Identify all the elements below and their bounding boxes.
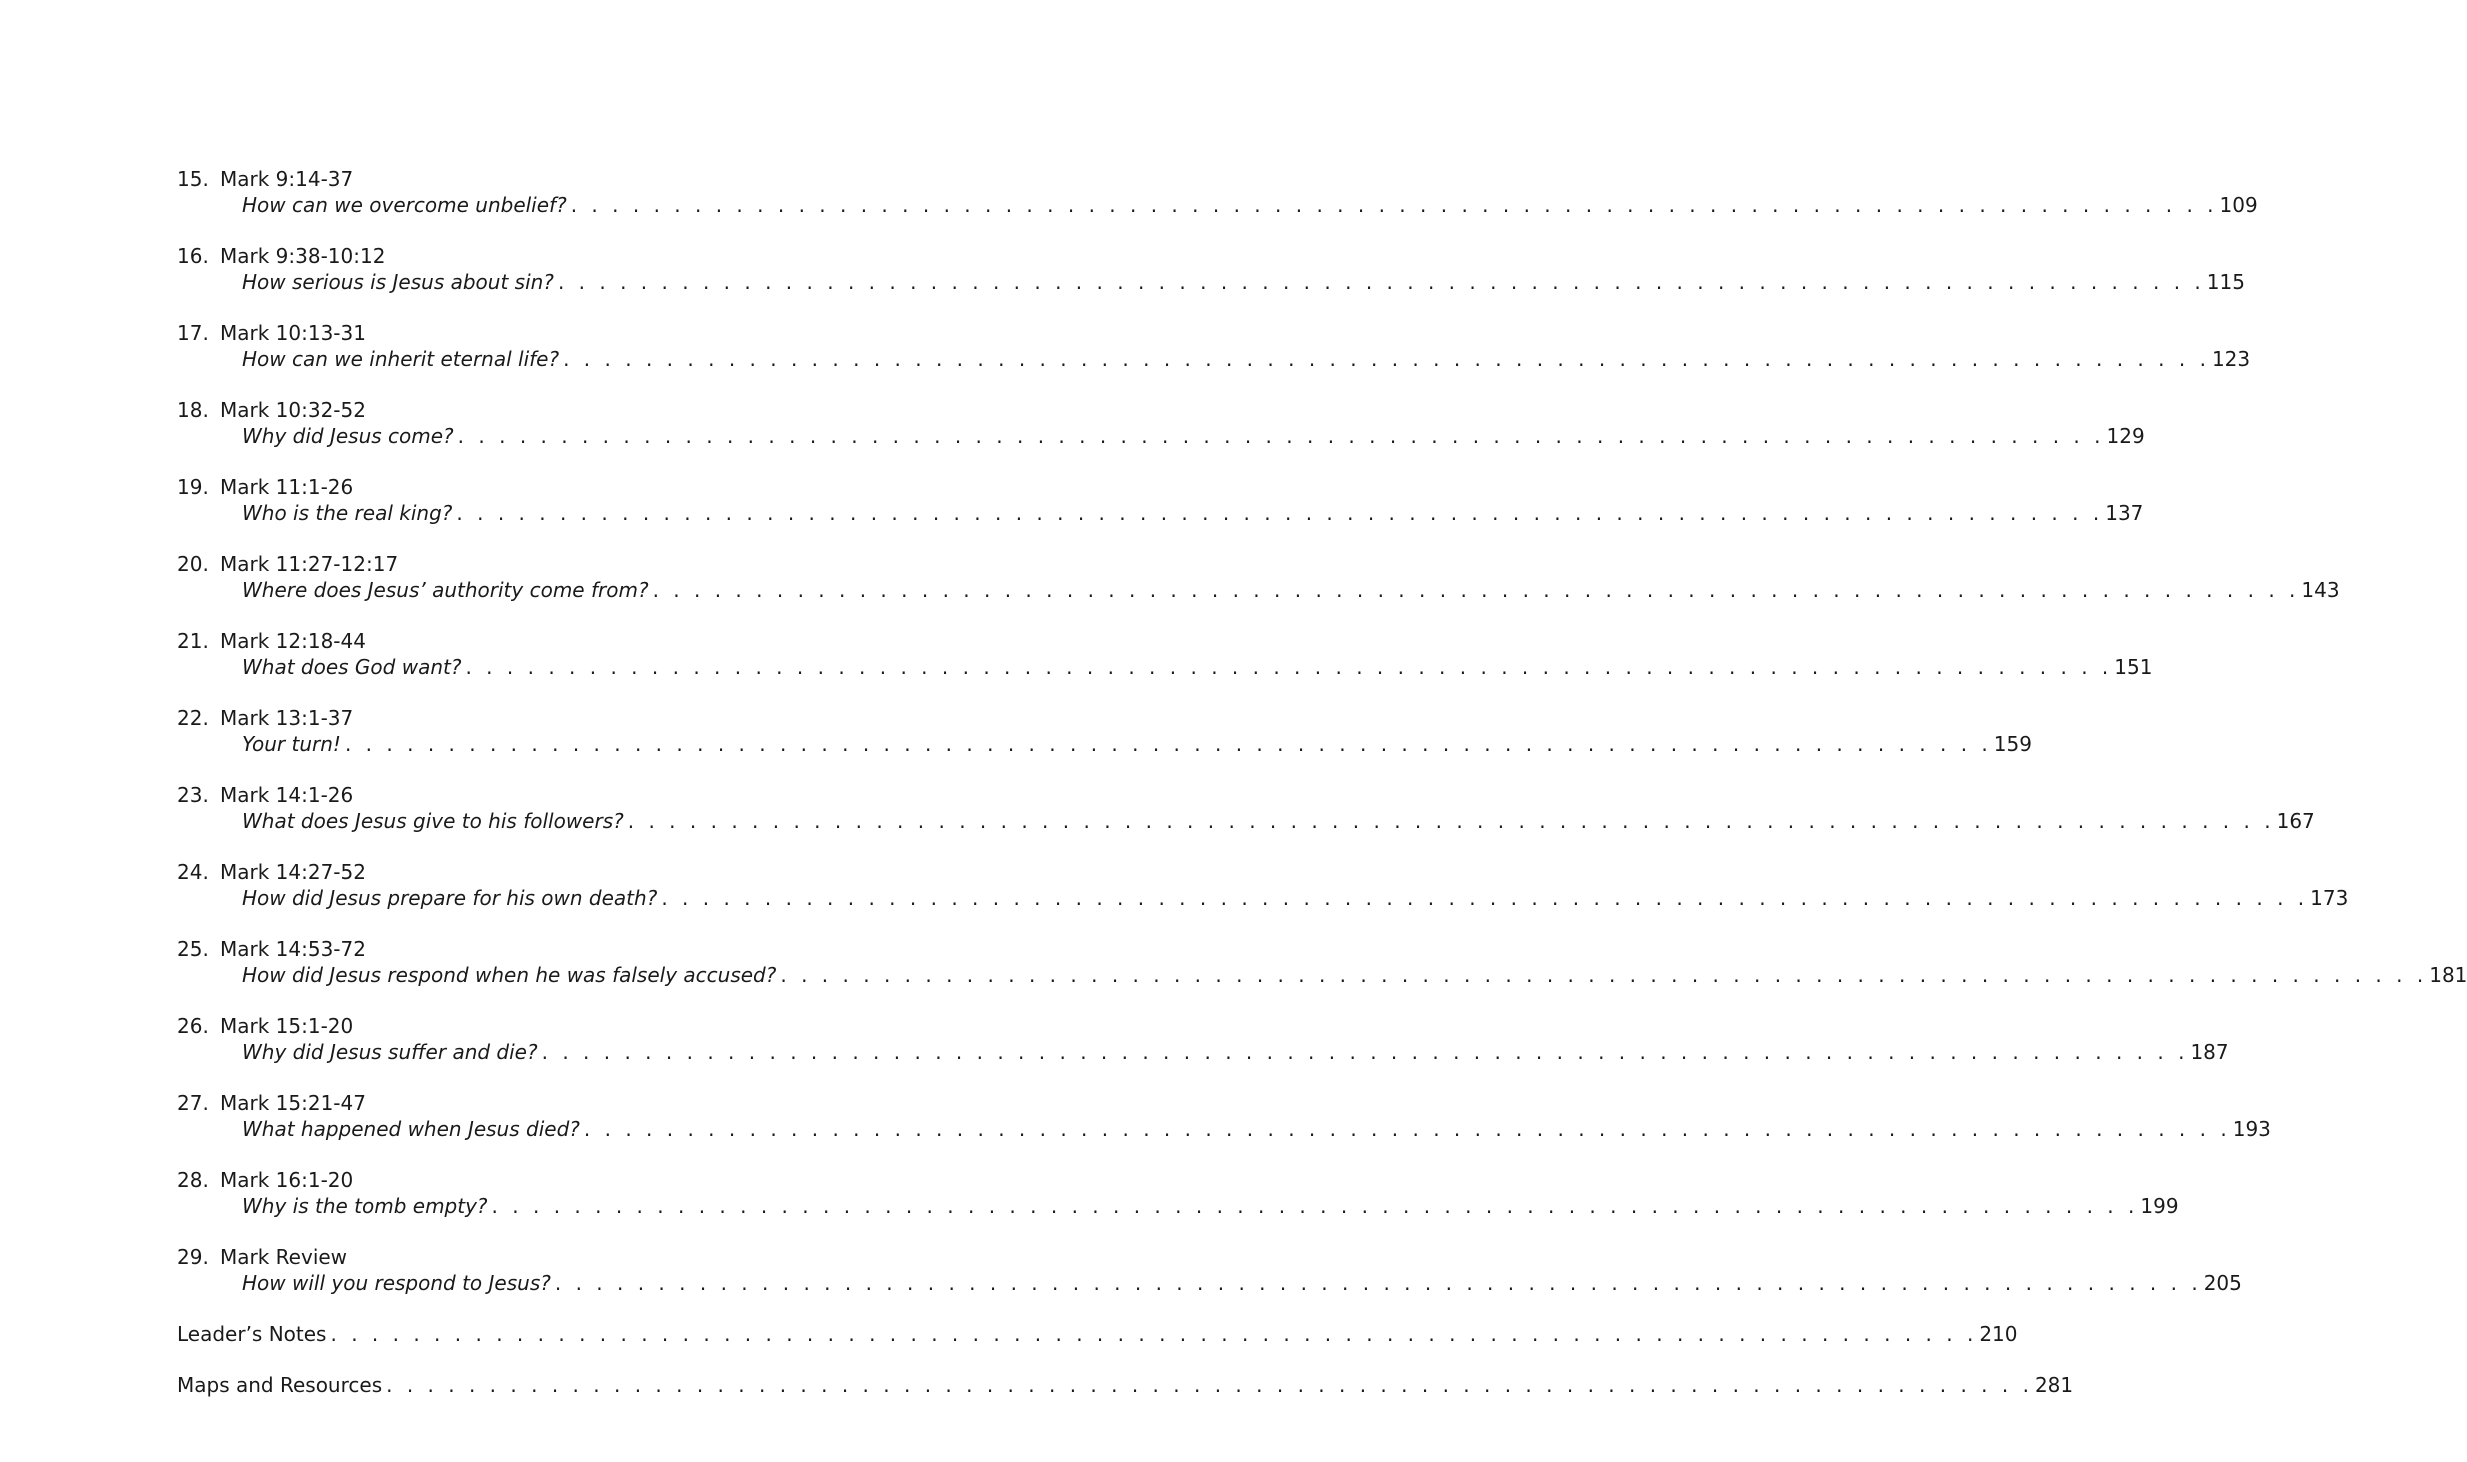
scripture-reference: Mark 14:27-52 xyxy=(220,860,366,884)
toc-entry-heading xyxy=(177,1244,837,1270)
toc-entry xyxy=(177,397,2145,474)
lesson-number: 19. xyxy=(177,475,209,499)
lesson-title: What does God want? xyxy=(242,655,462,679)
lesson-number: 25. xyxy=(177,937,209,961)
toc-entry-line xyxy=(242,1270,2242,1296)
scripture-reference: Mark 11:27-12:17 xyxy=(220,552,399,576)
lesson-number: 27. xyxy=(177,1091,209,1115)
scripture-reference: Mark 14:1-26 xyxy=(220,783,354,807)
page-number: 115 xyxy=(2206,270,2245,294)
lesson-title: Why is the tomb empty? xyxy=(242,1194,488,1218)
toc-entry-line xyxy=(242,654,2153,680)
toc-entry xyxy=(177,859,2349,936)
dot-leader: . . . . . . . . . . . . . . . . . . . . . . . . . . . . . . . . . . . . . . . . . . . . . . . . . . . . . . . . . . . . . . . . . . . . . . . . . . . . . . . . xyxy=(330,1322,1978,1346)
lesson-title: What does Jesus give to his followers? xyxy=(242,809,624,833)
toc-entry-heading xyxy=(177,1167,837,1193)
lesson-number: 28. xyxy=(177,1168,209,1192)
toc-entry-heading xyxy=(177,1013,837,1039)
dot-leader: . . . . . . . . . . . . . . . . . . . . . . . . . . . . . . . . . . . . . . . . . . . . . . . . . . . . . . . . . . . . . . . . . . . . . . . . . . . . . . . . xyxy=(557,270,2205,294)
page-number: 181 xyxy=(2429,963,2467,987)
section-title: Leader’s Notes xyxy=(177,1322,327,1346)
page-number: 173 xyxy=(2310,886,2349,910)
scripture-reference: Mark 9:38-10:12 xyxy=(220,244,386,268)
page-number: 109 xyxy=(2219,193,2258,217)
lesson-number: 17. xyxy=(177,321,209,345)
toc-entry-line xyxy=(242,1193,2179,1219)
scripture-reference: Mark Review xyxy=(220,1245,348,1269)
dot-leader: . . . . . . . . . . . . . . . . . . . . . . . . . . . . . . . . . . . . . . . . . . . . . . . . . . . . . . . . . . . . . . . . . . . . . . . . . . . . . . . . xyxy=(554,1271,2202,1295)
page-number: 151 xyxy=(2114,655,2153,679)
dot-leader: . . . . . . . . . . . . . . . . . . . . . . . . . . . . . . . . . . . . . . . . . . . . . . . . . . . . . . . . . . . . . . . . . . . . . . . . . . . . . . . . xyxy=(456,501,2104,525)
lesson-title: Why did Jesus come? xyxy=(242,424,454,448)
dot-leader: . . . . . . . . . . . . . . . . . . . . . . . . . . . . . . . . . . . . . . . . . . . . . . . . . . . . . . . . . . . . . . . . . . . . . . . . . . . . . . . . xyxy=(583,1117,2231,1141)
toc-entry-heading xyxy=(177,551,837,577)
toc-entry xyxy=(177,936,2467,1013)
toc-entry-heading xyxy=(177,397,837,423)
lesson-title: How can we overcome unbelief? xyxy=(242,193,567,217)
page-number: 199 xyxy=(2140,1194,2179,1218)
page-number: 123 xyxy=(2211,347,2251,371)
dot-leader: . . . . . . . . . . . . . . . . . . . . . . . . . . . . . . . . . . . . . . . . . . . . . . . . . . . . . . . . . . . . . . . . . . . . . . . . . . . . . . . . xyxy=(491,1194,2139,1218)
toc-entry xyxy=(177,1167,2179,1244)
page-number: 159 xyxy=(1993,732,2032,756)
lesson-title: Your turn! xyxy=(242,732,341,756)
toc-entry-line xyxy=(242,731,2032,757)
toc-entry-heading xyxy=(177,782,837,808)
scripture-reference: Mark 9:14-37 xyxy=(220,167,354,191)
lesson-title: What happened when Jesus died? xyxy=(242,1117,580,1141)
lesson-number: 23. xyxy=(177,783,209,807)
dot-leader: . . . . . . . . . . . . . . . . . . . . . . . . . . . . . . . . . . . . . . . . . . . . . . . . . . . . . . . . . . . . . . . . . . . . . . . . . . . . . . . . xyxy=(457,424,2105,448)
dot-leader: . . . . . . . . . . . . . . . . . . . . . . . . . . . . . . . . . . . . . . . . . . . . . . . . . . . . . . . . . . . . . . . . . . . . . . . . . . . . . . . . xyxy=(570,193,2218,217)
toc-entry xyxy=(177,782,2315,859)
page-number: 143 xyxy=(2301,578,2340,602)
toc-entry xyxy=(177,320,2251,397)
scripture-reference: Mark 12:18-44 xyxy=(220,629,366,653)
toc-entry-line xyxy=(242,269,2245,295)
toc-entry-heading xyxy=(177,1090,837,1116)
dot-leader: . . . . . . . . . . . . . . . . . . . . . . . . . . . . . . . . . . . . . . . . . . . . . . . . . . . . . . . . . . . . . . . . . . . . . . . . . . . . . . . . xyxy=(627,809,2275,833)
dot-leader: . . . . . . . . . . . . . . . . . . . . . . . . . . . . . . . . . . . . . . . . . . . . . . . . . . . . . . . . . . . . . . . . . . . . . . . . . . . . . . . . xyxy=(386,1373,2033,1397)
toc-entry-line xyxy=(242,885,2349,911)
toc-entry-line xyxy=(242,808,2315,834)
scripture-reference: Mark 10:13-31 xyxy=(220,321,366,345)
lesson-number: 26. xyxy=(177,1014,209,1038)
lesson-number: 22. xyxy=(177,706,209,730)
scripture-reference: Mark 16:1-20 xyxy=(220,1168,354,1192)
lesson-title: How can we inherit eternal life? xyxy=(242,347,560,371)
scripture-reference: Mark 11:1-26 xyxy=(220,475,354,499)
dot-leader: . . . . . . . . . . . . . . . . . . . . . . . . . . . . . . . . . . . . . . . . . . . . . . . . . . . . . . . . . . . . . . . . . . . . . . . . . . . . . . . . xyxy=(780,963,2428,987)
toc-entry-heading xyxy=(177,166,837,192)
page-number: 210 xyxy=(1979,1322,2018,1346)
toc-entry xyxy=(177,243,2245,320)
dot-leader: . . . . . . . . . . . . . . . . . . . . . . . . . . . . . . . . . . . . . . . . . . . . . . . . . . . . . . . . . . . . . . . . . . . . . . . . . . . . . . . . xyxy=(465,655,2113,679)
toc-entry xyxy=(177,474,2144,551)
lesson-title: Why did Jesus suffer and die? xyxy=(242,1040,538,1064)
toc-entry-line xyxy=(242,500,2144,526)
dot-leader: . . . . . . . . . . . . . . . . . . . . . . . . . . . . . . . . . . . . . . . . . . . . . . . . . . . . . . . . . . . . . . . . . . . . . . . . . . . . . . . . xyxy=(652,578,2300,602)
lesson-number: 15. xyxy=(177,167,209,191)
toc-entry xyxy=(177,166,2258,243)
toc-entry-line xyxy=(242,192,2258,218)
table-of-contents xyxy=(177,166,2467,1423)
toc-entry-heading xyxy=(177,628,837,654)
page-number: 137 xyxy=(2105,501,2144,525)
scripture-reference: Mark 13:1-37 xyxy=(220,706,354,730)
toc-entry-heading xyxy=(177,859,837,885)
page-number: 205 xyxy=(2203,1271,2242,1295)
toc-entry xyxy=(177,1090,2271,1167)
toc-entry-line xyxy=(242,346,2251,372)
lesson-number: 18. xyxy=(177,398,209,422)
toc-entry-line xyxy=(242,577,2340,603)
toc-extra-entry xyxy=(177,1372,2074,1398)
dot-leader: . . . . . . . . . . . . . . . . . . . . . . . . . . . . . . . . . . . . . . . . . . . . . . . . . . . . . . . . . . . . . . . . . . . . . . . . . . . . . . . . xyxy=(541,1040,2189,1064)
toc-entry-heading xyxy=(177,474,837,500)
lesson-number: 20. xyxy=(177,552,209,576)
lesson-number: 21. xyxy=(177,629,209,653)
scripture-reference: Mark 15:21-47 xyxy=(220,1091,366,1115)
toc-entry xyxy=(177,1013,2229,1090)
lesson-title: How did Jesus respond when he was falsely accused? xyxy=(242,963,777,987)
toc-entry xyxy=(177,551,2340,628)
toc-entries xyxy=(177,166,2467,1321)
toc-entry-heading xyxy=(177,320,837,346)
toc-entry-line xyxy=(242,962,2467,988)
page-number: 281 xyxy=(2034,1373,2074,1397)
lesson-title: How did Jesus prepare for his own death? xyxy=(242,886,658,910)
toc-entry xyxy=(177,705,2032,782)
section-title: Maps and Resources xyxy=(177,1373,383,1397)
toc-entry-line xyxy=(242,423,2145,449)
scripture-reference: Mark 15:1-20 xyxy=(220,1014,354,1038)
dot-leader: . . . . . . . . . . . . . . . . . . . . . . . . . . . . . . . . . . . . . . . . . . . . . . . . . . . . . . . . . . . . . . . . . . . . . . . . . . . . . . . . xyxy=(661,886,2309,910)
page-number: 129 xyxy=(2106,424,2145,448)
toc-entry-line xyxy=(242,1039,2229,1065)
lesson-number: 24. xyxy=(177,860,209,884)
lesson-number: 29. xyxy=(177,1245,209,1269)
toc-extra-entry xyxy=(177,1321,2018,1347)
toc-extras xyxy=(177,1321,2074,1398)
lesson-title: How serious is Jesus about sin? xyxy=(242,270,554,294)
toc-entry xyxy=(177,1244,2242,1321)
toc-entry xyxy=(177,628,2153,705)
lesson-title: Who is the real king? xyxy=(242,501,453,525)
toc-entry-heading xyxy=(177,243,837,269)
toc-entry-heading xyxy=(177,705,837,731)
dot-leader: . . . . . . . . . . . . . . . . . . . . . . . . . . . . . . . . . . . . . . . . . . . . . . . . . . . . . . . . . . . . . . . . . . . . . . . . . . . . . . . . xyxy=(344,732,1992,756)
dot-leader: . . . . . . . . . . . . . . . . . . . . . . . . . . . . . . . . . . . . . . . . . . . . . . . . . . . . . . . . . . . . . . . . . . . . . . . . . . . . . . . . xyxy=(563,347,2210,371)
toc-entry-line xyxy=(242,1116,2271,1142)
toc-entry-heading xyxy=(177,936,837,962)
scripture-reference: Mark 14:53-72 xyxy=(220,937,366,961)
page-number: 187 xyxy=(2190,1040,2229,1064)
lesson-title: Where does Jesus’ authority come from? xyxy=(242,578,649,602)
lesson-title: How will you respond to Jesus? xyxy=(242,1271,551,1295)
page-number: 193 xyxy=(2232,1117,2271,1141)
page-number: 167 xyxy=(2276,809,2315,833)
scripture-reference: Mark 10:32-52 xyxy=(220,398,366,422)
lesson-number: 16. xyxy=(177,244,209,268)
